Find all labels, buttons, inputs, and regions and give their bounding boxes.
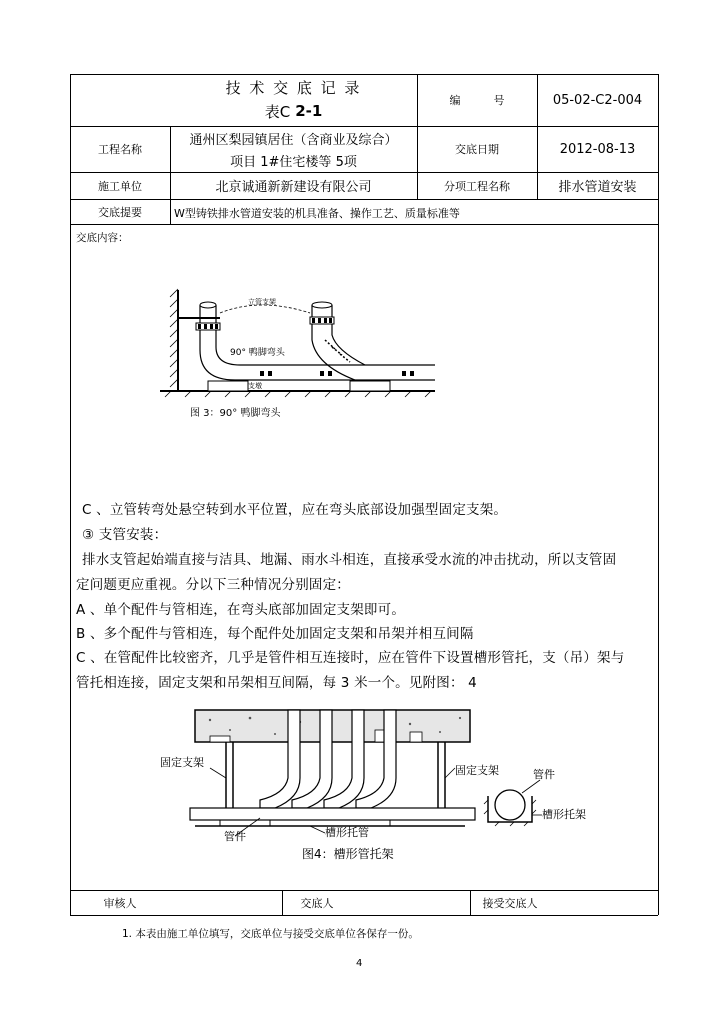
figure-3-label-support: 立管支架: [248, 298, 276, 306]
body-line-8: 管托相连接，固定支架和吊架相互间隔，每 3 米一个。见附图： 4: [76, 675, 477, 691]
body-line-7: C 、在管配件比较密齐，几乎是管件相互连接时，应在管件下设置槽形管托，支（吊）架与: [76, 650, 625, 666]
figure-4-trough-support-diagram: [160, 708, 586, 868]
figure-4-label-fixed-left: 固定支架: [160, 756, 204, 769]
date-label: 交底日期: [455, 143, 499, 156]
subitem-value: 排水管道安装: [558, 180, 637, 195]
form-title: [170, 76, 417, 98]
summary-value: W型铸铁排水管道安装的机具准备、操作工艺、质量标准等: [174, 207, 460, 220]
figure-4-label-trough: 槽形托管: [325, 826, 369, 839]
code-label: 编 号: [449, 94, 505, 107]
form-note: 1. 本表由施工单位填写，交底单位与接受交底单位各保存一份。: [122, 928, 419, 940]
form-number: [170, 100, 417, 122]
discloser-label: 交底人: [300, 896, 334, 910]
summary-label: 交底提要: [98, 205, 142, 219]
body-line-3: 排水支管起始端直接与洁具、地漏、雨水斗相连，直接承受水流的冲击扰动，所以支管固: [82, 552, 617, 568]
body-line-1: C 、立管转弯处悬空转到水平位置，应在弯头底部设加强型固定支架。: [82, 502, 508, 518]
figure-4-label-pipe-fitting-right: 管件: [533, 768, 555, 781]
body-line-5: A 、单个配件与管相连，在弯头底部加固定支架即可。: [76, 602, 406, 618]
body-line-4: 定问题更应重视。分以下三种情况分别固定：: [76, 577, 350, 593]
unit-value: 北京诚通新新建设有限公司: [215, 180, 372, 195]
project-name-label: 工程名称: [98, 143, 142, 156]
form-number-prefix: 表C: [264, 102, 291, 121]
page-number: 4: [356, 958, 363, 969]
project-name-line1: 通州区梨园镇居住（含商业及综合）: [189, 132, 398, 148]
reviewer-label: 审核人: [103, 896, 137, 910]
form-title-text: 技 术 交 底 记 录: [225, 78, 362, 97]
figure-4-label-fixed-right: 固定支架: [455, 764, 499, 777]
form-number-value: 2-1: [295, 102, 323, 120]
figure-4-caption: 图4：槽形管托架: [302, 847, 394, 861]
figure-3-caption: 图 3：90° 鸭脚弯头: [190, 408, 281, 419]
code-value: 05-02-C2-004: [552, 92, 643, 108]
body-line-6: B 、多个配件与管相连，每个配件处加固定支架和吊架并相互间隔: [76, 626, 474, 642]
content-label: 交底内容：: [76, 232, 129, 244]
date-value: 2012-08-13: [559, 141, 636, 157]
body-line-2: ③ 支管安装：: [82, 527, 168, 543]
figure-3-label-elbow: 90° 鸭脚弯头: [230, 348, 285, 358]
unit-label: 施工单位: [98, 179, 142, 193]
figure-3-elbow-diagram: [160, 285, 440, 425]
receiver-label: 接受交底人: [482, 896, 538, 910]
subitem-label: 分项工程名称: [444, 179, 510, 193]
figure-3-label-base: 支墩: [248, 382, 262, 390]
figure-4-label-pipe-fitting: 管件: [224, 830, 246, 843]
figure-4-label-trough-support: 槽形托架: [542, 808, 586, 821]
project-name-line2: 项目 1#住宅楼等 5项: [230, 154, 357, 170]
